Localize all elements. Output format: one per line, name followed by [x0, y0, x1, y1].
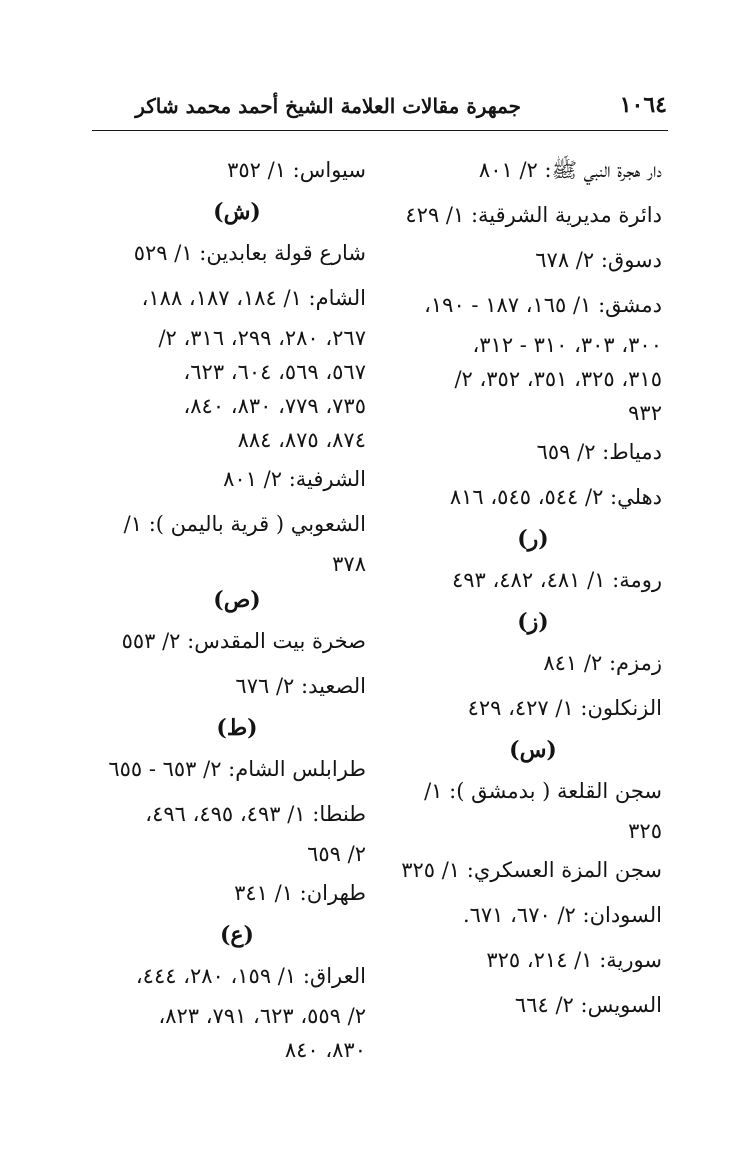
index-entry: سورية: ١/ ٢١٤، ٣٢٥ — [486, 948, 662, 972]
index-entry: سيواس: ١/ ٣٥٢ — [227, 158, 366, 182]
index-column-left — [108, 148, 366, 1067]
index-letter-heading: (ش) — [213, 199, 261, 225]
index-entry-continuation: ٢/ ٥٥٩، ٦٢٣، ٧٩١، ٨٢٣، — [158, 1004, 366, 1028]
index-entry: شارع قولة بعابدين: ١/ ٥٢٩ — [133, 241, 366, 265]
index-entry: السويس: ٢/ ٦٦٤ — [514, 993, 662, 1017]
index-entry-continuation: ٩٣٢ — [628, 401, 662, 425]
index-entry-continuation: ٧٣٥، ٧٧٩، ٨٣٠، ٨٤٠، — [183, 394, 366, 418]
index-entry-continuation: ٣٠٠، ٣٠٣، ٣١٠ - ٣١٢، — [472, 333, 662, 357]
index-entry: طرابلس الشام: ٢/ ٦٥٣ - ٦٥٥ — [108, 757, 366, 781]
index-entry: سجن المزة العسكري: ١/ ٣٢٥ — [401, 858, 662, 882]
index-entry: الشرفية: ٢/ ٨٠١ — [223, 467, 366, 491]
index-entry: طهران: ١/ ٣٤١ — [234, 881, 366, 905]
index-entry: دهلي: ٢/ ٥٤٤، ٥٤٥، ٨١٦ — [449, 485, 662, 509]
index-entry-continuation: ٨٧٤، ٨٧٥، ٨٨٤ — [237, 428, 366, 452]
index-entry-continuation: ٢٦٧، ٢٨٠، ٢٩٩، ٣١٦، ٢/ — [158, 326, 366, 350]
index-letter-heading: (س) — [509, 737, 557, 763]
index-entry: السودان: ٢/ ٦٧٠، ٦٧١. — [462, 903, 662, 927]
index-entry: دمشق: ١/ ١٦٥، ١٨٧ - ١٩٠، — [424, 293, 662, 317]
index-letter-heading: (ط) — [216, 715, 258, 741]
index-column-right — [401, 148, 662, 1028]
index-entry: دسوق: ٢/ ٦٧٨ — [535, 248, 662, 272]
index-entry: سجن القلعة ( بدمشق ): ١/ — [424, 779, 662, 803]
index-entry-continuation: ٥٦٧، ٥٦٩، ٦٠٤، ٦٢٣، — [183, 360, 366, 384]
book-title: جمهرة مقالات العلامة الشيخ أحمد محمد شاكر — [135, 94, 521, 118]
index-entry: العراق: ١/ ١٥٩، ٢٨٠، ٤٤٤، — [135, 964, 366, 988]
index-entry: صخرة بيت المقدس: ٢/ ٥٥٣ — [121, 629, 366, 653]
running-header — [92, 92, 667, 126]
index-letter-heading: (ع) — [220, 922, 254, 948]
index-entry-continuation: ٣٧٨ — [332, 552, 366, 576]
index-entry: الشعوبي ( قرية باليمن ): ١/ — [123, 512, 366, 536]
index-entry-continuation: ٣٢٥ — [628, 819, 662, 843]
index-entry-continuation: ٨٣٠، ٨٤٠ — [284, 1038, 366, 1062]
index-entry: رومة: ١/ ٤٨١، ٤٨٢، ٤٩٣ — [451, 568, 662, 592]
index-entry: دائرة مديرية الشرقية: ١/ ٤٢٩ — [405, 203, 662, 227]
index-letter-heading: (ص) — [213, 587, 261, 613]
index-entry-continuation: ٢/ ٦٥٩ — [307, 842, 366, 866]
index-letter-heading: (ز) — [517, 609, 549, 635]
index-letter-heading: (ر) — [517, 526, 549, 552]
index-entry: طنطا: ١/ ٤٩٣، ٤٩٥، ٤٩٦، — [145, 802, 366, 826]
index-entry: زمزم: ٢/ ٨٤١ — [543, 651, 662, 675]
index-entry: الزنكلون: ١/ ٤٢٧، ٤٢٩ — [467, 696, 662, 720]
page-number: ١٠٦٤ — [619, 92, 667, 118]
index-entry: الشام: ١/ ١٨٤، ١٨٧، ١٨٨، — [141, 286, 366, 310]
header-rule — [92, 130, 668, 131]
index-entry: الصعيد: ٢/ ٦٧٦ — [235, 674, 366, 698]
index-entry-continuation: ٣١٥، ٣٢٥، ٣٥١، ٣٥٢، ٢/ — [454, 367, 662, 391]
index-entry: دار هجرة النبي ﷺ: ٢/ ٨٠١ — [478, 158, 662, 182]
index-entry: دمياط: ٢/ ٦٥٩ — [536, 440, 662, 464]
